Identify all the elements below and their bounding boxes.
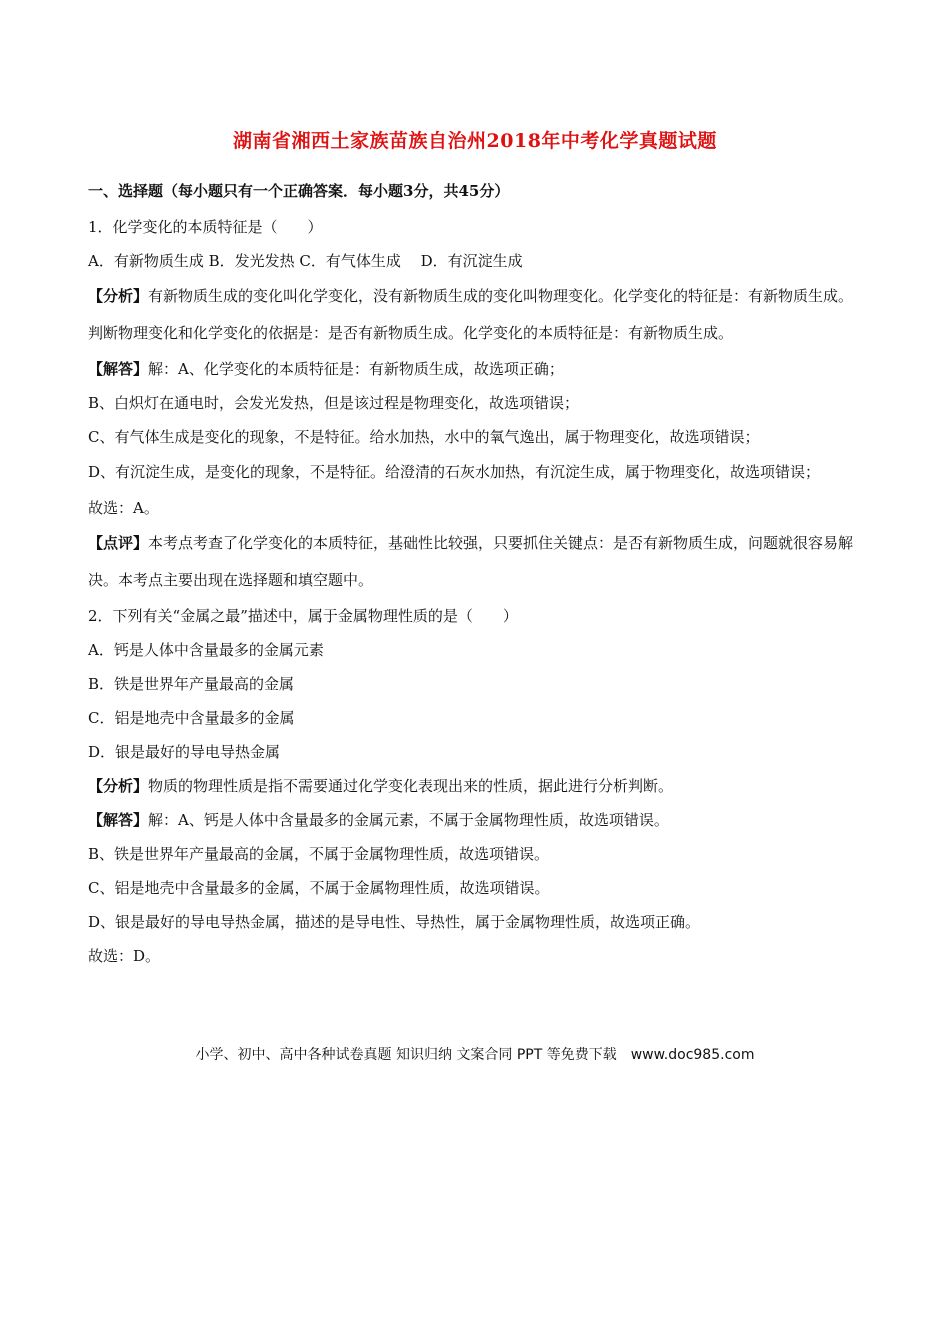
question-2-stem: 2．下列有关“金属之最”描述中，属于金属物理性质的是（ ） <box>88 607 518 625</box>
question-1-analysis <box>88 278 868 352</box>
analysis-text: 物质的物理性质是指不需要通过化学变化表现出来的性质，据此进行分析判断。 <box>148 777 674 795</box>
question-2-option-a: A．钙是人体中含量最多的金属元素 <box>88 641 324 659</box>
question-1-answer-a <box>88 352 868 386</box>
answer-text: 解：A、钙是人体中含量最多的金属元素，不属于金属物理性质，故选项错误。 <box>148 811 669 829</box>
footer-note: 小学、初中、高中各种试卷真题 知识归纳 文案合同 PPT 等免费下载 www.doc985.com <box>195 1047 755 1063</box>
section-heading: 一、选择题（每小题只有一个正确答案．每小题3分，共45分） <box>88 182 510 200</box>
comment-text: 本考点考查了化学变化的本质特征，基础性比较强，只要抓住关键点：是否有新物质生成，问题就很容易解决。本考点主要出现在选择题和填空题中。 <box>88 534 854 589</box>
comment-tag: 【点评】 <box>88 534 149 552</box>
question-2-analysis <box>88 769 868 803</box>
question-1-answer-b: B、白炽灯在通电时，会发光发热，但是该过程是物理变化，故选项错误； <box>88 394 580 412</box>
question-2-answer-c: C、铝是地壳中含量最多的金属，不属于金属物理性质，故选项错误。 <box>88 879 550 897</box>
document-body <box>88 210 868 973</box>
question-1-comment <box>88 525 868 599</box>
question-1-answer-c: C、有气体生成是变化的现象，不是特征。给水加热，水中的氧气逸出，属于物理变化，故选项错误； <box>88 428 760 446</box>
analysis-tag: 【分析】 <box>88 287 149 305</box>
question-1-stem: 1．化学变化的本质特征是（ ） <box>88 218 323 236</box>
question-2-answer-d: D、银是最好的导电导热金属，描述的是导电性、导热性，属于金属物理性质，故选项正确。 <box>88 913 701 931</box>
question-2-choice: 故选：D。 <box>88 947 161 965</box>
question-2-option-b: B．铁是世界年产量最高的金属 <box>88 675 295 693</box>
analysis-tag: 【分析】 <box>88 777 149 795</box>
answer-text: 解：A、化学变化的本质特征是：有新物质生成，故选项正确； <box>148 360 564 378</box>
question-1-answer-d: D、有沉淀生成，是变化的现象，不是特征。给澄清的石灰水加热，有沉淀生成，属于物理变化，故选项错误； <box>88 463 821 481</box>
page-title: 湖南省湘西土家族苗族自治州2018年中考化学真题试题 <box>233 130 717 152</box>
question-2-answer-b: B、铁是世界年产量最高的金属，不属于金属物理性质，故选项错误。 <box>88 845 550 863</box>
question-2-option-d: D．银是最好的导电导热金属 <box>88 743 281 761</box>
answer-tag: 【解答】 <box>88 360 149 378</box>
question-1-options: A．有新物质生成 B．发光发热 C．有气体生成 D．有沉淀生成 <box>88 252 523 270</box>
question-1-choice: 故选：A。 <box>88 499 159 517</box>
question-2-answer-a <box>88 803 868 837</box>
question-2-option-c: C．铝是地壳中含量最多的金属 <box>88 709 295 727</box>
analysis-text: 有新物质生成的变化叫化学变化，没有新物质生成的变化叫物理变化。化学变化的特征是：有新物质生成。判断物理变化和化学变化的依据是：是否有新物质生成。化学变化的本质特征是：有新物质生成。 <box>88 287 854 342</box>
answer-tag: 【解答】 <box>88 811 149 829</box>
